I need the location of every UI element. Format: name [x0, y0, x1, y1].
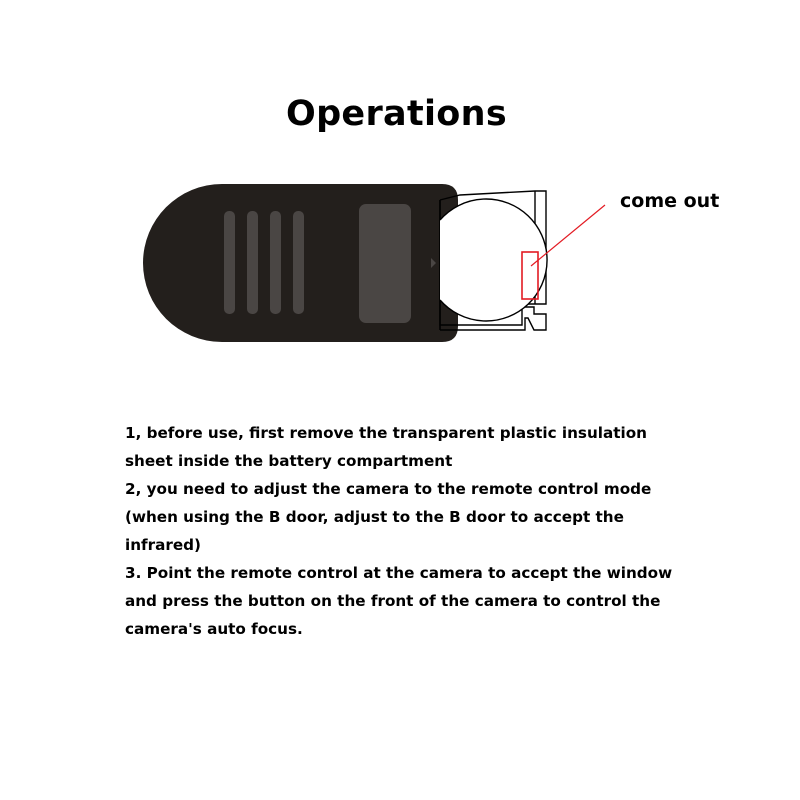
grip-slot: [247, 211, 258, 314]
instruction-line: 3. Point the remote control at the camera to accept the window: [125, 564, 673, 582]
come-out-label: come out: [620, 190, 720, 212]
instruction-line: 1, before use, first remove the transparent plastic insulation: [125, 424, 647, 442]
instruction-line: 2, you need to adjust the camera to the remote control mode: [125, 480, 652, 498]
grip-slot: [224, 211, 235, 314]
grip-slot: [293, 211, 304, 314]
instruction-line: and press the button on the front of the camera to control the: [125, 592, 661, 610]
page-title: Operations: [286, 94, 507, 134]
instruction-step: [125, 419, 685, 475]
instruction-step: [125, 559, 685, 643]
instruction-line: camera's auto focus.: [125, 620, 303, 638]
grip-slot: [270, 211, 281, 314]
coin-battery: [440, 199, 547, 321]
instruction-list: [125, 419, 685, 643]
instruction-line: (when using the B door, adjust to the B door to accept the: [125, 508, 624, 526]
instruction-line: sheet inside the battery compartment: [125, 452, 453, 470]
instruction-line: infrared): [125, 536, 201, 554]
remote-button: [359, 204, 411, 323]
instruction-step: [125, 475, 685, 559]
